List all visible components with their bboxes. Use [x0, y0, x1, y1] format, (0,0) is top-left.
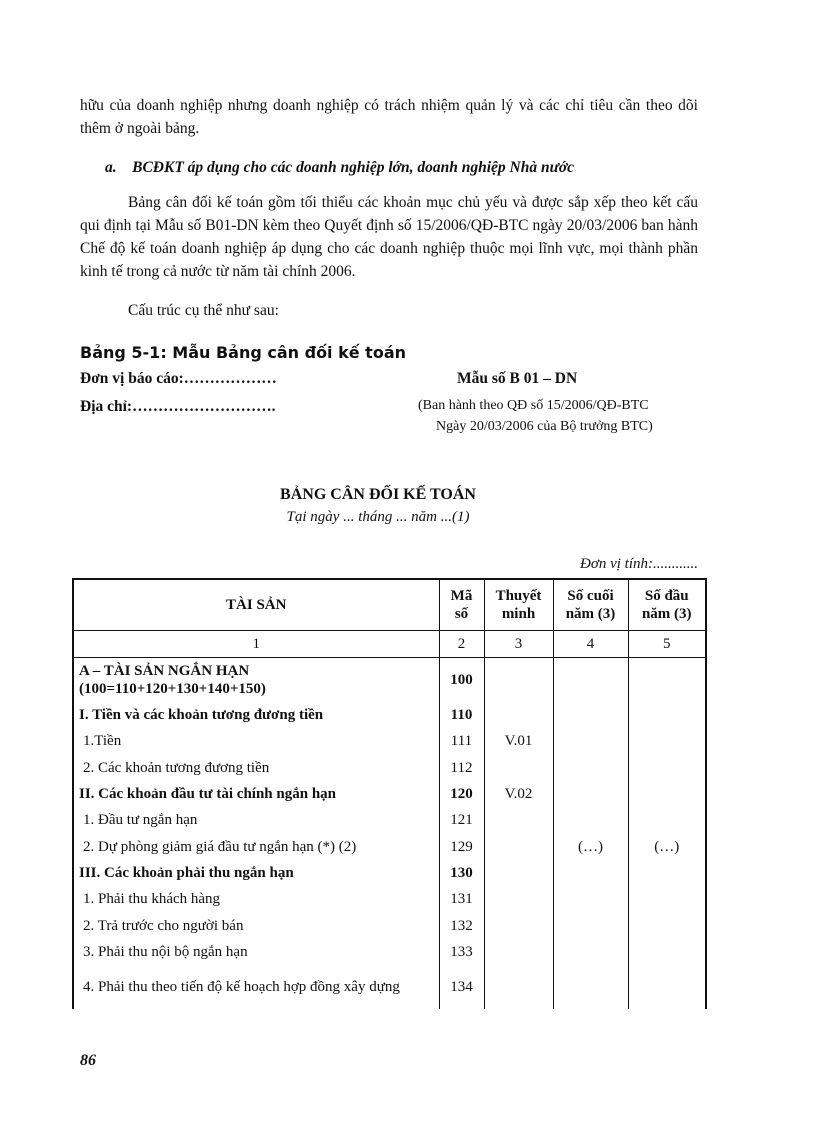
col-number: 4	[553, 631, 628, 658]
reporting-unit-label: Đơn vị báo cáo:………………	[80, 370, 277, 387]
row-label: 3. Phải thu nội bộ ngắn hạn	[73, 939, 439, 965]
row-note	[484, 833, 553, 859]
row-note	[484, 755, 553, 781]
row-code: 121	[439, 807, 484, 833]
col-number: 5	[628, 631, 706, 658]
row-code: 130	[439, 860, 484, 886]
row-begin-value	[628, 965, 706, 1009]
row-code: 120	[439, 781, 484, 807]
table-row	[73, 860, 706, 886]
table-caption: Bảng 5-1: Mẫu Bảng cân đối kế toán	[80, 343, 406, 362]
row-end-value	[553, 702, 628, 728]
row-begin-value: (…)	[628, 833, 706, 859]
row-label: I. Tiền và các khoản tương đương tiền	[73, 702, 439, 728]
row-begin-value	[628, 658, 706, 703]
row-end-value	[553, 807, 628, 833]
row-end-value	[553, 658, 628, 703]
row-label: A – TÀI SẢN NGẮN HẠN (100=110+120+130+140+150)	[73, 658, 439, 703]
section-heading-text: BCĐKT áp dụng cho các doanh nghiệp lớn, doanh nghiệp Nhà nước	[132, 159, 575, 176]
table-row	[73, 807, 706, 833]
row-end-value	[553, 912, 628, 938]
row-code: 129	[439, 833, 484, 859]
row-begin-value	[628, 781, 706, 807]
row-code: 131	[439, 886, 484, 912]
header-note: Thuyết minh	[484, 579, 553, 631]
row-begin-value	[628, 702, 706, 728]
row-code: 100	[439, 658, 484, 703]
table-row	[73, 886, 706, 912]
row-begin-value	[628, 807, 706, 833]
row-code: 110	[439, 702, 484, 728]
row-begin-value	[628, 886, 706, 912]
balance-sheet-table	[72, 578, 707, 1009]
header-code: Mã số	[439, 579, 484, 631]
header-end-of-year: Số cuối năm (3)	[553, 579, 628, 631]
row-end-value	[553, 728, 628, 754]
table-row	[73, 755, 706, 781]
issued-by-line2: Ngày 20/03/2006 của Bộ trưởng BTC)	[436, 419, 653, 434]
row-label: 2. Các khoản tương đương tiền	[73, 755, 439, 781]
row-label: III. Các khoản phải thu ngắn hạn	[73, 860, 439, 886]
row-end-value	[553, 755, 628, 781]
table-row	[73, 833, 706, 859]
col-number: 1	[73, 631, 439, 658]
paragraph-structure: Bảng cân đối kế toán gồm tối thiểu các khoản mục chủ yếu và được sắp xếp theo kết cấu qui định tại Mẫu số B01-DN kèm theo Quyết định số 15/2006/QĐ-BTC ngày 20/03/2006 ban hành Chế độ kế toán doanh nghiệp áp dụng cho các doanh nghiệp thuộc mọi lĩnh vực, mọi thành phần kinh tế trong cả nước từ năm tài chính 2006.	[80, 194, 698, 280]
row-label: 1.Tiền	[73, 728, 439, 754]
table-row	[73, 939, 706, 965]
form-number: Mẫu số B 01 – DN	[457, 370, 578, 387]
row-begin-value	[628, 860, 706, 886]
row-code: 134	[439, 965, 484, 1009]
row-label: II. Các khoản đầu tư tài chính ngắn hạn	[73, 781, 439, 807]
table-row	[73, 912, 706, 938]
row-note	[484, 807, 553, 833]
column-number-row	[73, 631, 706, 658]
balance-sheet-date: Tại ngày ... tháng ... năm ...(1)	[286, 509, 470, 525]
col-number: 3	[484, 631, 553, 658]
row-end-value	[553, 965, 628, 1009]
row-label: 1. Đầu tư ngắn hạn	[73, 807, 439, 833]
row-note	[484, 658, 553, 703]
row-note	[484, 886, 553, 912]
row-end-value	[553, 886, 628, 912]
row-label: 1. Phải thu khách hàng	[73, 886, 439, 912]
table-row	[73, 658, 706, 703]
col-number: 2	[439, 631, 484, 658]
paragraph-intro: Cấu trúc cụ thể như sau:	[128, 302, 279, 319]
paragraph-continuation: hữu của doanh nghiệp nhưng doanh nghiệp có trách nhiệm quản lý và các chỉ tiêu cần theo dõi thêm ở ngoài bảng.	[80, 97, 698, 137]
row-note	[484, 702, 553, 728]
table-row	[73, 728, 706, 754]
row-note: V.02	[484, 781, 553, 807]
row-code: 112	[439, 755, 484, 781]
row-begin-value	[628, 912, 706, 938]
row-note	[484, 860, 553, 886]
page-number: 86	[80, 1052, 96, 1069]
row-label: 4. Phải thu theo tiến độ kế hoạch hợp đồng xây dựng	[73, 965, 439, 1009]
row-label: 2. Dự phòng giảm giá đầu tư ngắn hạn (*) (2)	[73, 833, 439, 859]
row-begin-value	[628, 728, 706, 754]
header-beginning-of-year: Số đầu năm (3)	[628, 579, 706, 631]
row-note	[484, 965, 553, 1009]
row-label: 2. Trả trước cho người bán	[73, 912, 439, 938]
address-label: Địa chỉ:……………………….	[80, 398, 276, 415]
row-begin-value	[628, 755, 706, 781]
row-end-value	[553, 781, 628, 807]
row-code: 133	[439, 939, 484, 965]
row-end-value	[553, 939, 628, 965]
row-end-value	[553, 860, 628, 886]
row-note	[484, 939, 553, 965]
row-note	[484, 912, 553, 938]
issued-by-line1: (Ban hành theo QĐ số 15/2006/QĐ-BTC	[418, 398, 649, 413]
row-code: 111	[439, 728, 484, 754]
table-row	[73, 965, 706, 1009]
balance-sheet-title: BẢNG CÂN ĐỐI KẾ TOÁN	[280, 486, 476, 503]
currency-unit: Đơn vị tính:............	[580, 556, 698, 572]
section-heading-a	[105, 159, 574, 177]
row-begin-value	[628, 939, 706, 965]
header-assets: TÀI SẢN	[73, 579, 439, 631]
table-header-row	[73, 579, 706, 631]
table-row	[73, 702, 706, 728]
row-code: 132	[439, 912, 484, 938]
table-row	[73, 781, 706, 807]
row-note: V.01	[484, 728, 553, 754]
row-end-value: (…)	[553, 833, 628, 859]
section-marker: a.	[105, 159, 117, 176]
